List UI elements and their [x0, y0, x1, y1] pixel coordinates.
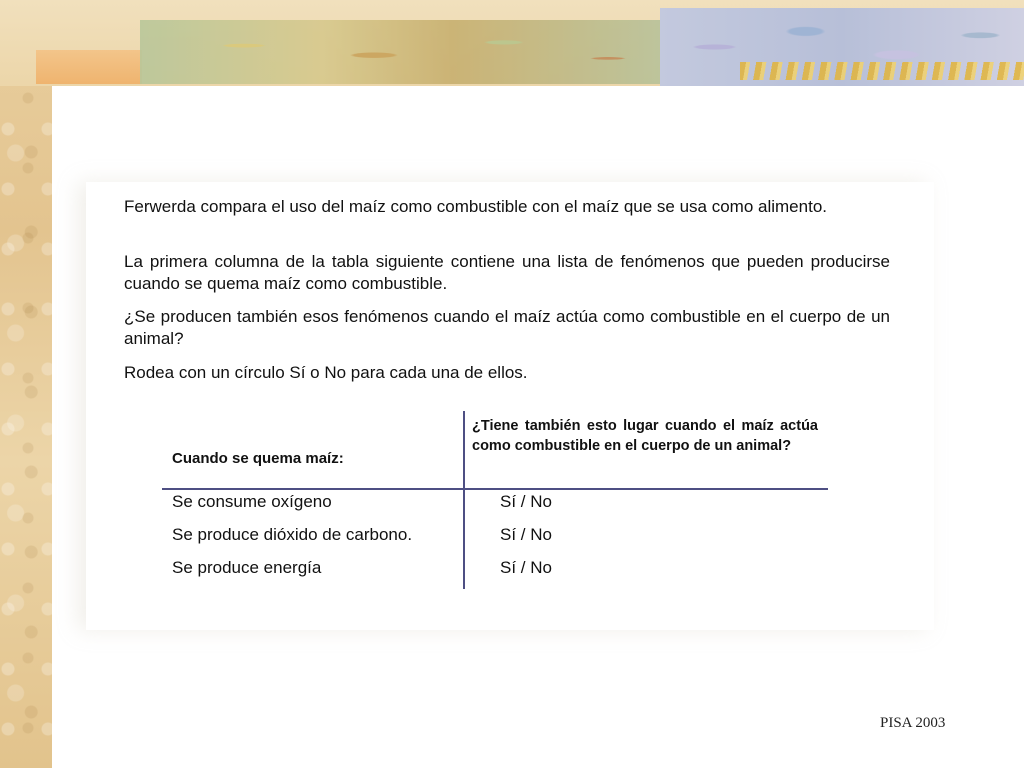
answer-choice[interactable]: Sí / No [500, 492, 552, 511]
banner-leaf-artwork [140, 20, 660, 84]
phenomenon-cell: Se produce energía [172, 558, 322, 577]
answer-table [162, 411, 828, 591]
table-row [162, 556, 828, 586]
source-label: PISA 2003 [880, 715, 946, 731]
decorative-top-banner [0, 0, 1024, 86]
table-header-left: Cuando se quema maíz: [172, 450, 344, 467]
intro-paragraph-1: Ferwerda compara el uso del maíz como combustible con el maíz que se usa como alimento. [124, 197, 827, 216]
instruction-paragraph: Rodea con un círculo Sí o No para cada una de ellos. [124, 363, 528, 382]
phenomenon-cell: Se consume oxígeno [172, 492, 332, 511]
phenomenon-cell: Se produce dióxido de carbono. [172, 525, 413, 544]
decorative-left-strip [0, 0, 52, 768]
intro-paragraph-2: La primera columna de la tabla siguiente contiene una lista de fenómenos que pueden producirse cuando se quema maíz como combustible. [124, 252, 890, 293]
table-row [162, 523, 828, 553]
banner-wheat-decoration [740, 62, 1024, 80]
answer-choice[interactable]: Sí / No [500, 525, 552, 544]
answer-choice[interactable]: Sí / No [500, 558, 552, 577]
banner-orange-stripe [36, 50, 142, 84]
table-header-right: ¿Tiene también esto lugar cuando el maíz actúa como combustible en el cuerpo de un animal? [472, 418, 818, 454]
table-row [162, 490, 828, 520]
question-card [86, 182, 934, 630]
intro-paragraph-3: ¿Se producen también esos fenómenos cuando el maíz actúa como combustible en el cuerpo de un animal? [124, 307, 890, 348]
